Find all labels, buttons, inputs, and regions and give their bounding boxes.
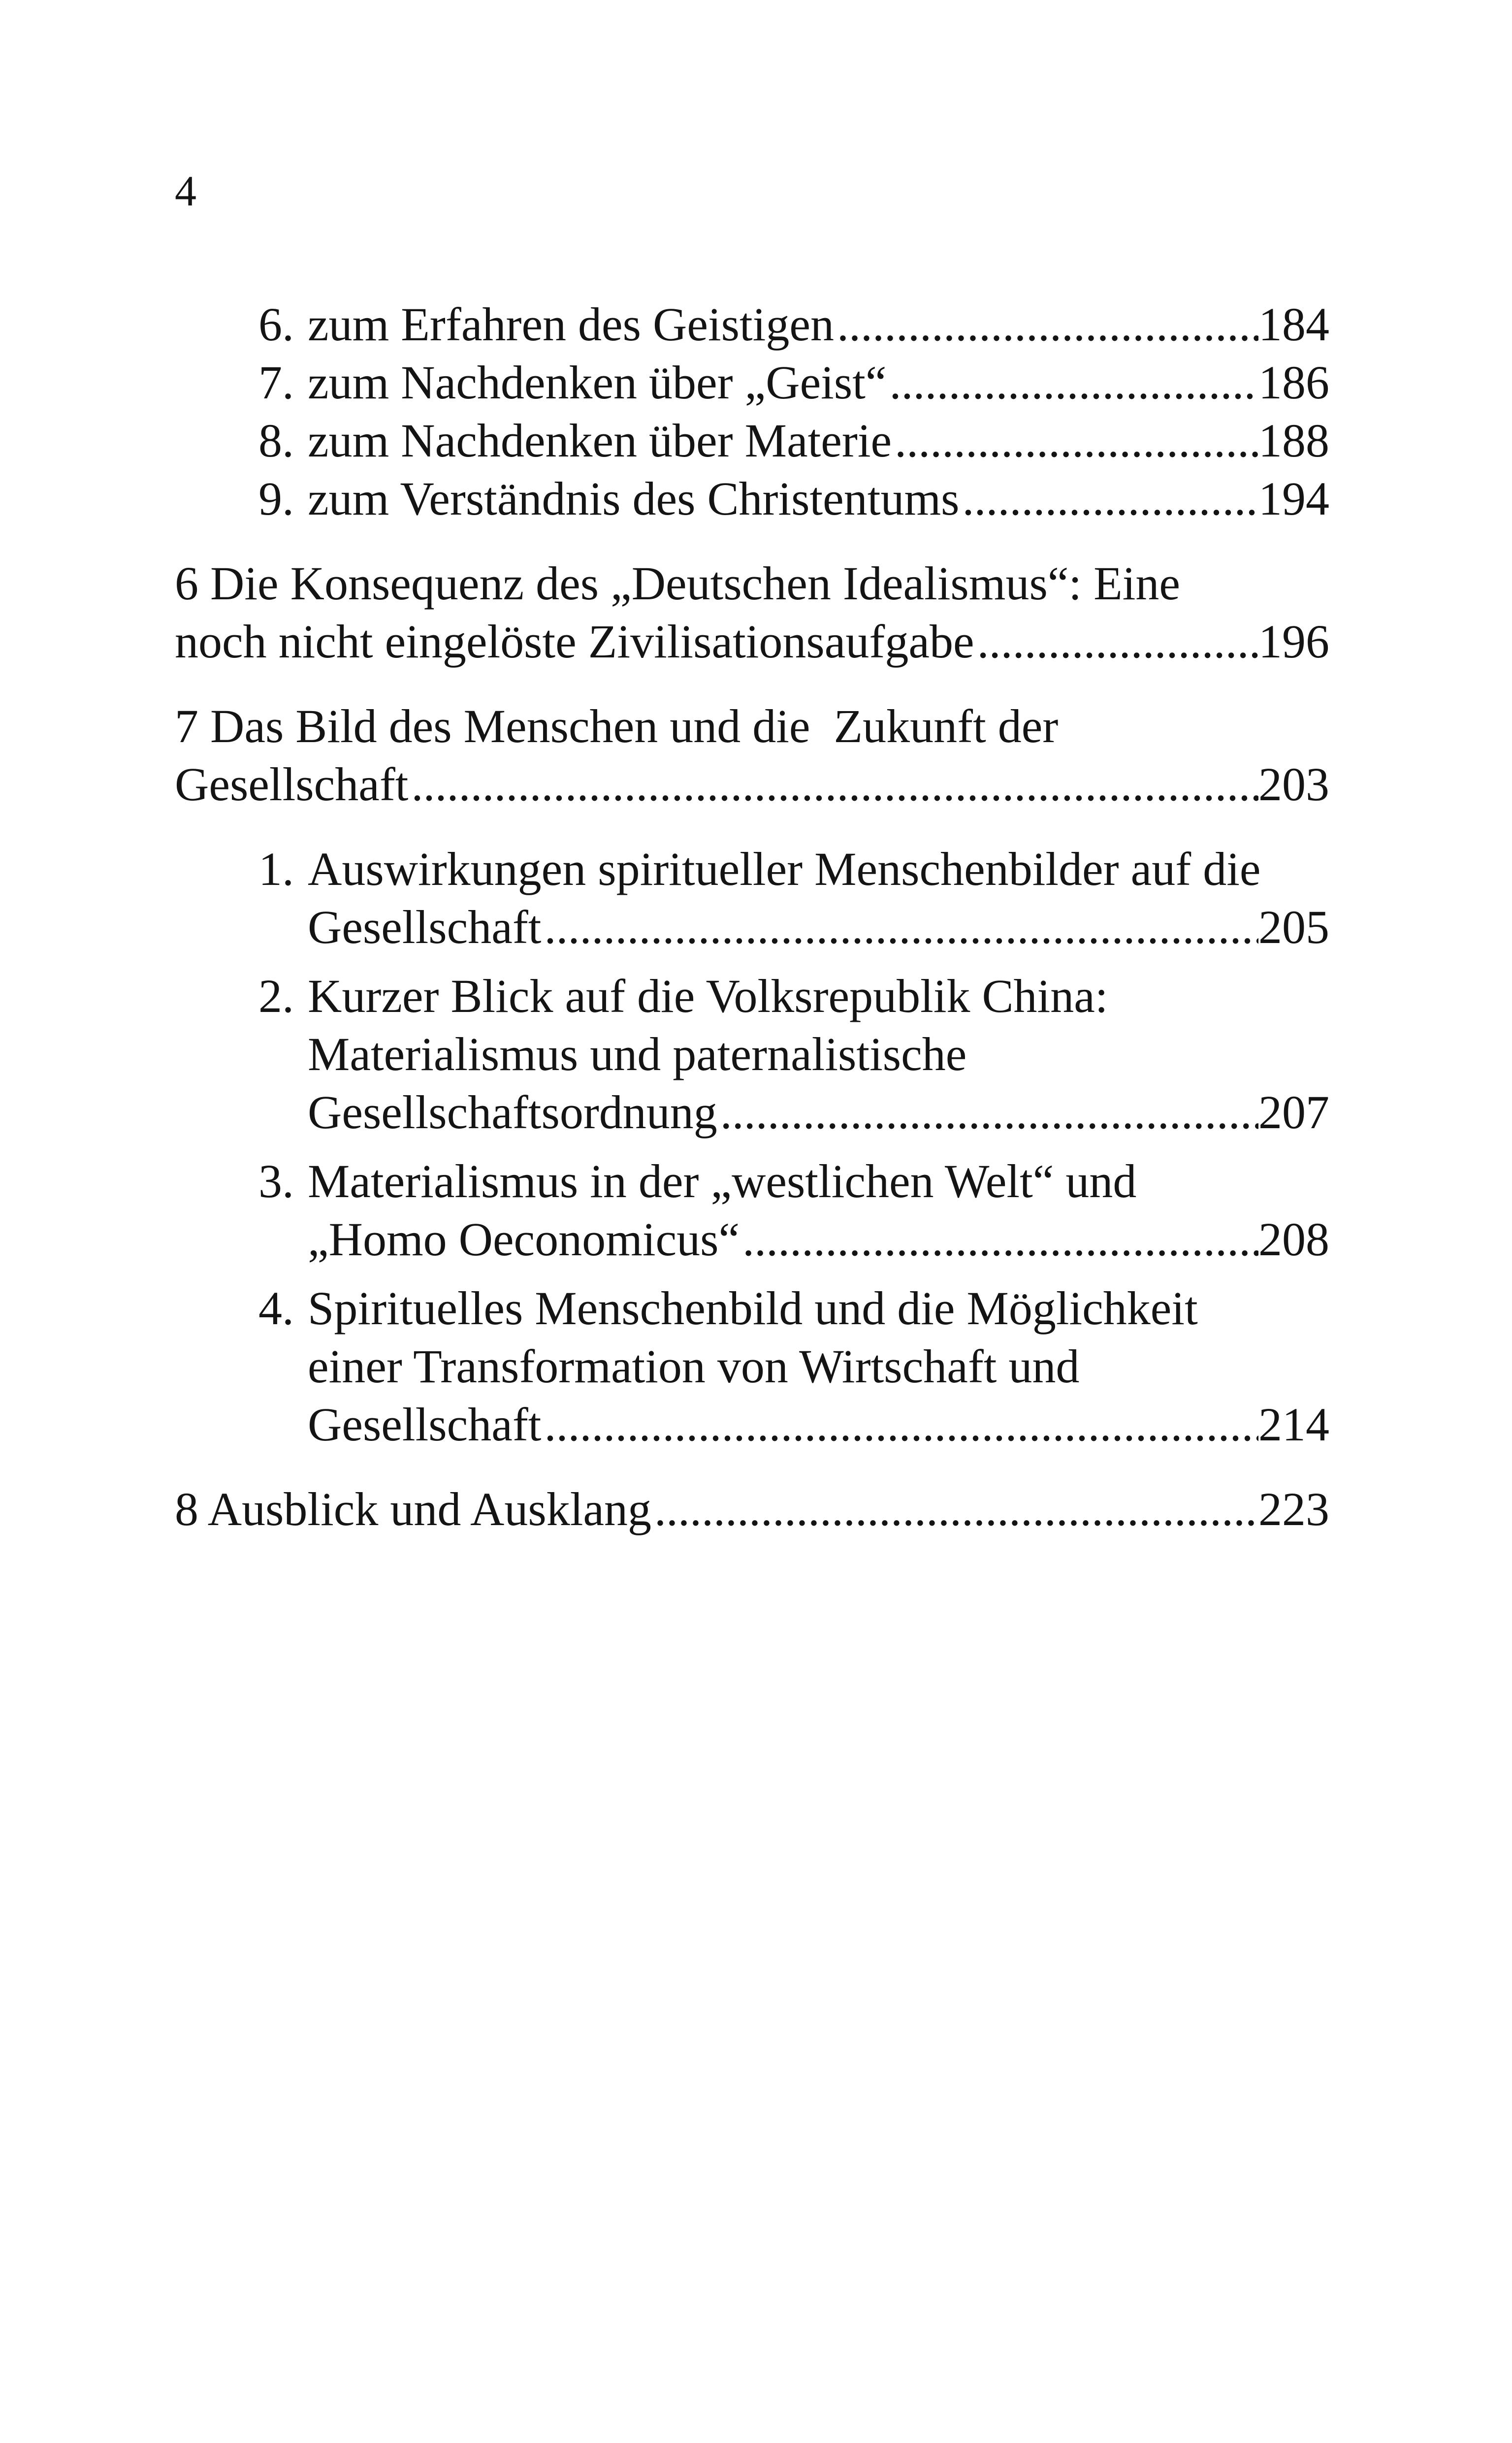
toc-entry-title: 8 Ausblick und Ausklang: [175, 1483, 652, 1535]
toc-entry-title-line2: noch nicht eingelöste Zivilisationsaufgabe: [175, 615, 974, 668]
toc-entry-number: 8.: [258, 414, 294, 467]
toc-entry-title-line2: „Homo Oeconomicus“: [308, 1213, 740, 1266]
toc-chapter-7[interactable]: [175, 697, 1329, 814]
toc-entry-page: 196: [1258, 615, 1329, 668]
toc-entry-title-line2: Gesellschaft: [175, 758, 409, 811]
dot-leader: [740, 1210, 1258, 1269]
toc-entry-page: 186: [1258, 356, 1329, 409]
toc-entry-7-3[interactable]: [258, 1152, 1329, 1269]
toc-entry-7-2[interactable]: [258, 967, 1329, 1141]
dot-leader: [959, 470, 1258, 528]
toc-chapter-6[interactable]: [175, 554, 1329, 671]
toc-entry-number: 3.: [258, 1155, 294, 1207]
toc-entry-page: 207: [1258, 1086, 1329, 1139]
toc-entry-title: zum Nachdenken über Materie: [308, 414, 892, 467]
toc-entry-6-zum-erfahren[interactable]: [258, 295, 1329, 354]
toc-entry-page: 184: [1258, 298, 1329, 351]
toc-entry-title-line1: Auswirkungen spiritueller Menschenbilder auf die: [308, 843, 1261, 895]
toc-entry-title: zum Nachdenken über „Geist“: [308, 356, 887, 409]
toc-entry-title-line3: Gesellschaft: [308, 1398, 542, 1451]
dot-leader: [408, 755, 1258, 814]
toc-entry-title-line1: Materialismus in der „westlichen Welt“ und: [308, 1155, 1137, 1207]
toc-entry-page: 214: [1258, 1398, 1329, 1451]
dot-leader: [541, 1396, 1258, 1454]
toc-entry-page: 194: [1258, 472, 1329, 525]
toc-entry-number: 4.: [258, 1282, 294, 1335]
toc-entry-title: zum Erfahren des Geistigen: [308, 298, 834, 351]
toc-entry-number: 9.: [258, 472, 294, 525]
toc-entry-title-line2: Materialismus und paternalistische: [308, 1028, 967, 1080]
toc-entry-number: 7.: [258, 356, 294, 409]
toc-entry-title-line1: Kurzer Blick auf die Volksrepublik China:: [308, 970, 1108, 1022]
toc-entry-7-zum-nachdenken-geist[interactable]: [258, 354, 1329, 412]
toc-entry-page: 203: [1258, 758, 1329, 811]
page-number: 4: [175, 167, 196, 215]
toc-entry-7-4[interactable]: [258, 1279, 1329, 1454]
dot-leader: [651, 1480, 1258, 1538]
dot-leader: [892, 412, 1258, 470]
toc-entry-page: 208: [1258, 1213, 1329, 1266]
toc-entry-8-zum-nachdenken-materie[interactable]: [258, 412, 1329, 470]
toc-entry-title-line2: Gesellschaft: [308, 901, 542, 953]
toc-entry-title-line1: Spirituelles Menschenbild und die Möglichkeit: [308, 1282, 1198, 1335]
table-of-contents: [175, 295, 1329, 1538]
dot-leader: [834, 295, 1258, 354]
dot-leader: [541, 898, 1258, 956]
toc-entry-number: 2.: [258, 970, 294, 1022]
dot-leader: [974, 613, 1258, 671]
toc-entry-page: 223: [1258, 1483, 1329, 1535]
toc-entry-title: zum Verständnis des Christentums: [308, 472, 960, 525]
toc-entry-title-line1: 7 Das Bild des Menschen und die Zukunft der: [175, 700, 1059, 752]
toc-entry-9-zum-verstaendnis[interactable]: [258, 470, 1329, 528]
toc-entry-number: 6.: [258, 298, 294, 351]
dot-leader: [717, 1083, 1258, 1141]
toc-entry-page: 188: [1258, 414, 1329, 467]
toc-chapter-8[interactable]: [175, 1480, 1329, 1538]
dot-leader: [886, 354, 1258, 412]
toc-entry-7-1[interactable]: [258, 840, 1329, 956]
toc-entry-title-line1: 6 Die Konsequenz des „Deutschen Idealismus“: Eine: [175, 557, 1181, 610]
toc-entry-number: 1.: [258, 843, 294, 895]
toc-entry-title-line2: einer Transformation von Wirtschaft und: [308, 1340, 1080, 1393]
toc-entry-title-line3: Gesellschaftsordnung: [308, 1086, 717, 1139]
toc-entry-page: 205: [1258, 901, 1329, 953]
